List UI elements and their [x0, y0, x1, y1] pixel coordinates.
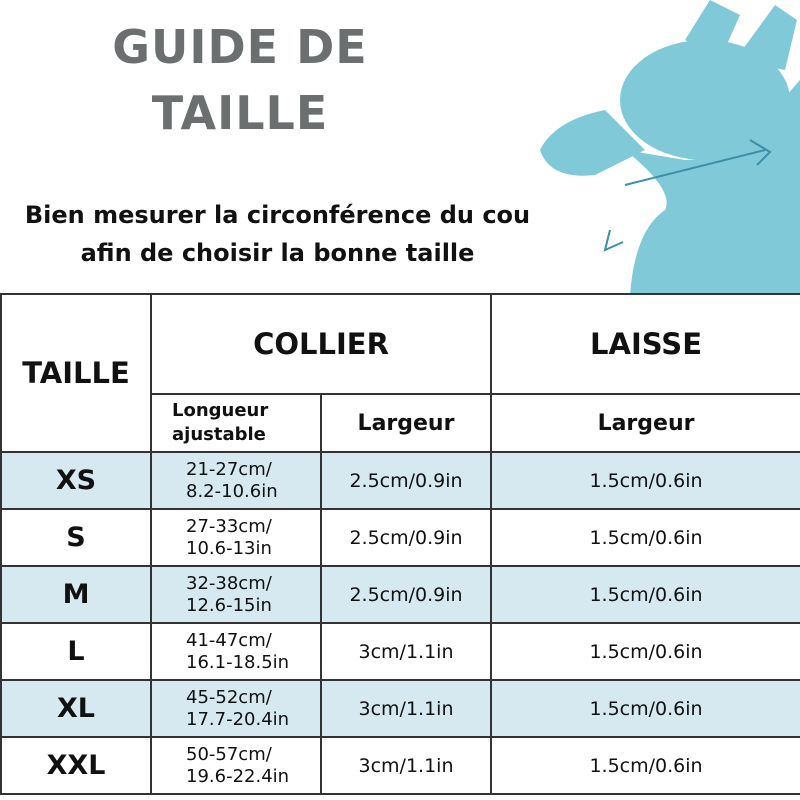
size-cell: S: [1, 509, 151, 566]
header-taille: TAILLE: [1, 294, 151, 452]
collar-width-cell: 2.5cm/0.9in: [321, 509, 491, 566]
leash-width-cell: 1.5cm/0.6in: [491, 680, 800, 737]
size-table: [0, 293, 800, 800]
leash-width-cell: 1.5cm/0.6in: [491, 737, 800, 794]
dog-silhouette-illustration: [535, 0, 800, 295]
page-title: [110, 14, 370, 146]
table-row: [1, 737, 800, 794]
header-longueur-line-1: Longueur: [172, 400, 269, 421]
leash-width-cell: 1.5cm/0.6in: [491, 566, 800, 623]
size-cell: XS: [1, 452, 151, 509]
length-cell: 27-33cm/ 10.6-13in: [151, 509, 321, 566]
table-row: [1, 566, 800, 623]
instruction-line-1: Bien mesurer la circonférence du cou: [24, 201, 531, 229]
length-cell: 50-57cm/ 19.6-22.4in: [151, 737, 321, 794]
size-cell: M: [1, 566, 151, 623]
size-cell: XL: [1, 680, 151, 737]
length-cell: 21-27cm/ 8.2-10.6in: [151, 452, 321, 509]
table-row: [1, 680, 800, 737]
collar-width-cell: 3cm/1.1in: [321, 737, 491, 794]
header-collier: COLLIER: [151, 294, 491, 394]
table-row: [1, 452, 800, 509]
leash-width-cell: 1.5cm/0.6in: [491, 509, 800, 566]
collar-width-cell: 3cm/1.1in: [321, 623, 491, 680]
header-laisse: LAISSE: [491, 294, 800, 394]
title-line-1: GUIDE DE: [112, 20, 368, 74]
header-longueur: [151, 394, 321, 452]
header-longueur-line-2: ajustable: [172, 424, 266, 445]
title-line-2: TAILLE: [151, 86, 329, 140]
collar-width-cell: 2.5cm/0.9in: [321, 566, 491, 623]
instruction-line-2: afin de choisir la bonne taille: [80, 239, 475, 267]
size-cell: XXL: [1, 737, 151, 794]
header-largeur-laisse: Largeur: [491, 394, 800, 452]
length-cell: 45-52cm/ 17.7-20.4in: [151, 680, 321, 737]
header-largeur-collier: Largeur: [321, 394, 491, 452]
leash-width-cell: 1.5cm/0.6in: [491, 623, 800, 680]
collar-width-cell: 2.5cm/0.9in: [321, 452, 491, 509]
length-cell: 41-47cm/ 16.1-18.5in: [151, 623, 321, 680]
length-cell: 32-38cm/ 12.6-15in: [151, 566, 321, 623]
leash-width-cell: 1.5cm/0.6in: [491, 452, 800, 509]
table-row: [1, 509, 800, 566]
size-cell: L: [1, 623, 151, 680]
collar-width-cell: 3cm/1.1in: [321, 680, 491, 737]
table-row: [1, 623, 800, 680]
measure-instruction: [0, 196, 555, 272]
